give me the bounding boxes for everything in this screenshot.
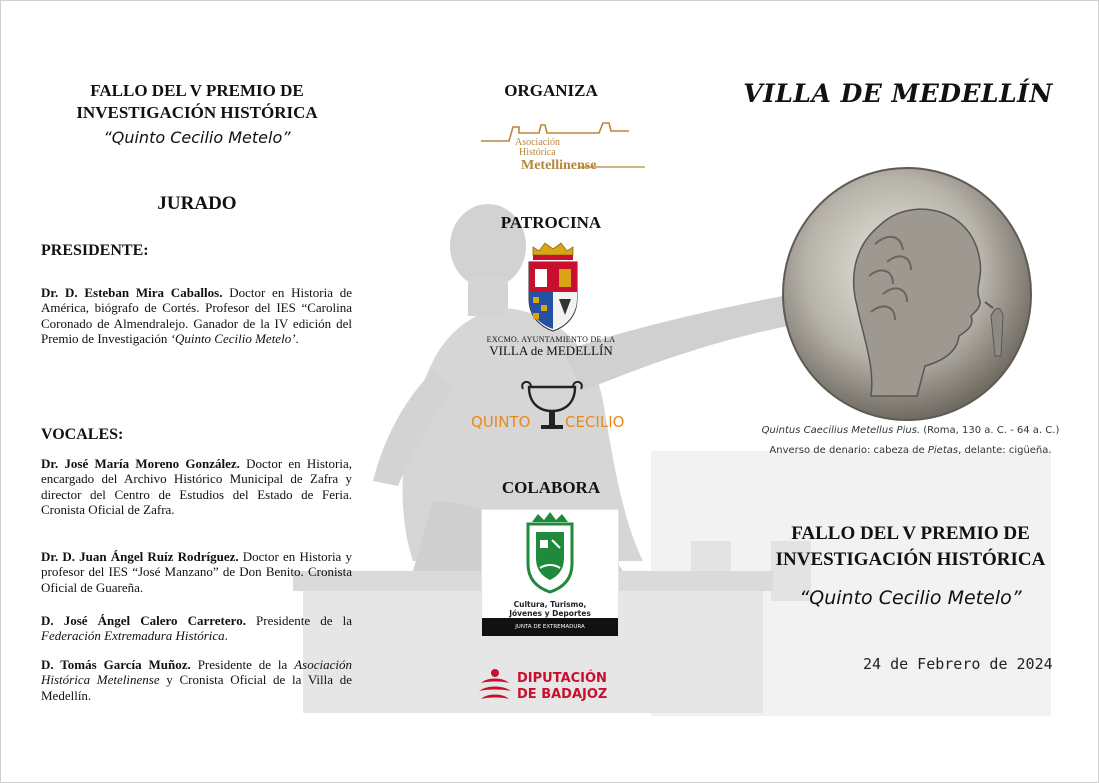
right-title-line1: FALLO DEL V PREMIO DE bbox=[791, 523, 1030, 544]
ayuntamiento-line1: EXCMO. AYUNTAMIENTO DE LA bbox=[486, 335, 616, 344]
vocal-4-name: D. Tomás García Muñoz. bbox=[41, 657, 191, 672]
vocal-3-name: D. José Ángel Calero Carretero. bbox=[41, 613, 246, 628]
coat-of-arms-icon bbox=[525, 237, 581, 333]
junta-extremadura-logo bbox=[481, 509, 619, 637]
cultura-line2: Jóvenes y Deportes bbox=[509, 608, 591, 618]
vocal-4-italic: Asociación Histórica Metelinense bbox=[41, 657, 352, 688]
coin-caption-line1 bbox=[743, 425, 1078, 436]
vocal-3-end: . bbox=[224, 628, 228, 644]
presidente-italic: ‘Quinto Cecilio Metelo’ bbox=[170, 330, 296, 346]
asociacion-historica-logo bbox=[479, 119, 649, 175]
coin-caption2-a: Anverso de denario: cabeza de bbox=[769, 445, 928, 456]
vocal-3-italic: Federación Extremadura Histórica bbox=[41, 628, 225, 644]
vocal-4-paragraph bbox=[41, 657, 352, 703]
vocal-3-paragraph bbox=[41, 613, 352, 644]
diputacion-line1: DIPUTACIÓN bbox=[517, 671, 607, 686]
vocal-1-name: Dr. José María Moreno González. bbox=[41, 456, 240, 471]
vocal-4-text: Presidente de la bbox=[190, 657, 295, 672]
vocal-1-text: Doctor en Historia, encargado del Archivo Histórico Municipal de Zafra y director del Centro de Estudios del Estado de Feria. Cronista Oficial de Zafra. bbox=[41, 456, 352, 517]
coin-caption2-italic: Pietas bbox=[927, 445, 959, 456]
colabora-heading: COLABORA bbox=[501, 478, 601, 497]
left-title-line1: FALLO DEL V PREMIO DE bbox=[90, 81, 304, 100]
asociacion-line3: Metellinense bbox=[521, 158, 597, 173]
vocal-4-end: y Cronista Oficial de la Villa de Medellín. bbox=[41, 672, 352, 703]
coin-caption-italic: Quintus Caecilius Metellus Pius. bbox=[761, 425, 921, 436]
event-date: 24 de Febrero de 2024 bbox=[863, 655, 1053, 673]
presidente-paragraph bbox=[41, 285, 352, 346]
left-title-line2: INVESTIGACIÓN HISTÓRICA bbox=[76, 103, 318, 122]
vocal-2-paragraph bbox=[41, 549, 352, 595]
asociacion-line1: Asociación bbox=[515, 137, 560, 148]
presidente-end: . bbox=[295, 330, 299, 346]
junta-bar: JUNTA DE EXTREMADURA bbox=[482, 618, 618, 636]
patrocina-heading: PATROCINA bbox=[500, 213, 602, 232]
coin-caption-rest: (Roma, 130 a. C. - 64 a. C.) bbox=[920, 425, 1060, 436]
left-subtitle: “Quinto Cecilio Metelo” bbox=[103, 128, 291, 147]
presidente-heading: PRESIDENTE: bbox=[41, 242, 149, 259]
coin-caption2-b: , delante: cigüeña. bbox=[958, 445, 1052, 456]
cultura-line1: Cultura, Turismo, bbox=[513, 600, 587, 609]
right-subtitle: “Quinto Cecilio Metelo” bbox=[799, 587, 1022, 609]
presidente-name: Dr. D. Esteban Mira Caballos. bbox=[41, 285, 223, 300]
organiza-heading: ORGANIZA bbox=[504, 81, 598, 100]
left-title bbox=[41, 80, 353, 124]
vocal-2-text: Doctor en Historia y profesor del IES “José Manzano” de Don Benito. Cronista Oficial de Guareña. bbox=[41, 549, 352, 595]
quinto-text: QUINTO bbox=[471, 413, 531, 431]
ayuntamiento-line2: VILLA de MEDELLÍN bbox=[489, 343, 613, 358]
roman-coin-image bbox=[779, 166, 1035, 422]
villa-de-medellin-title: VILLA DE MEDELLÍN bbox=[743, 79, 1053, 108]
right-title-line2: INVESTIGACIÓN HISTÓRICA bbox=[775, 549, 1046, 570]
jurado-heading: JURADO bbox=[157, 193, 237, 214]
right-title bbox=[743, 521, 1078, 573]
diputacion-badajoz-logo bbox=[477, 665, 623, 703]
coin-caption-line2 bbox=[743, 445, 1078, 456]
diputacion-line2: DE BADAJOZ bbox=[517, 687, 608, 702]
vocal-1-paragraph bbox=[41, 456, 352, 517]
vocales-heading: VOCALES: bbox=[41, 426, 124, 443]
cecilio-text: CECILIO bbox=[565, 413, 625, 431]
junta-shield-icon bbox=[482, 510, 618, 602]
quinto-cecilio-logo bbox=[469, 377, 635, 437]
presidente-text: Doctor en Historia de América, biógrafo de Cortés. Profesor del IES “Carolina Coronado de Almendralejo. Ganador de la IV edición del Premio de Investigación bbox=[41, 285, 352, 346]
vocal-2-name: Dr. D. Juan Ángel Ruíz Rodríguez. bbox=[41, 549, 239, 564]
asociacion-line2: Histórica bbox=[519, 147, 556, 158]
vocal-3-text: Presidente de la bbox=[245, 613, 352, 628]
